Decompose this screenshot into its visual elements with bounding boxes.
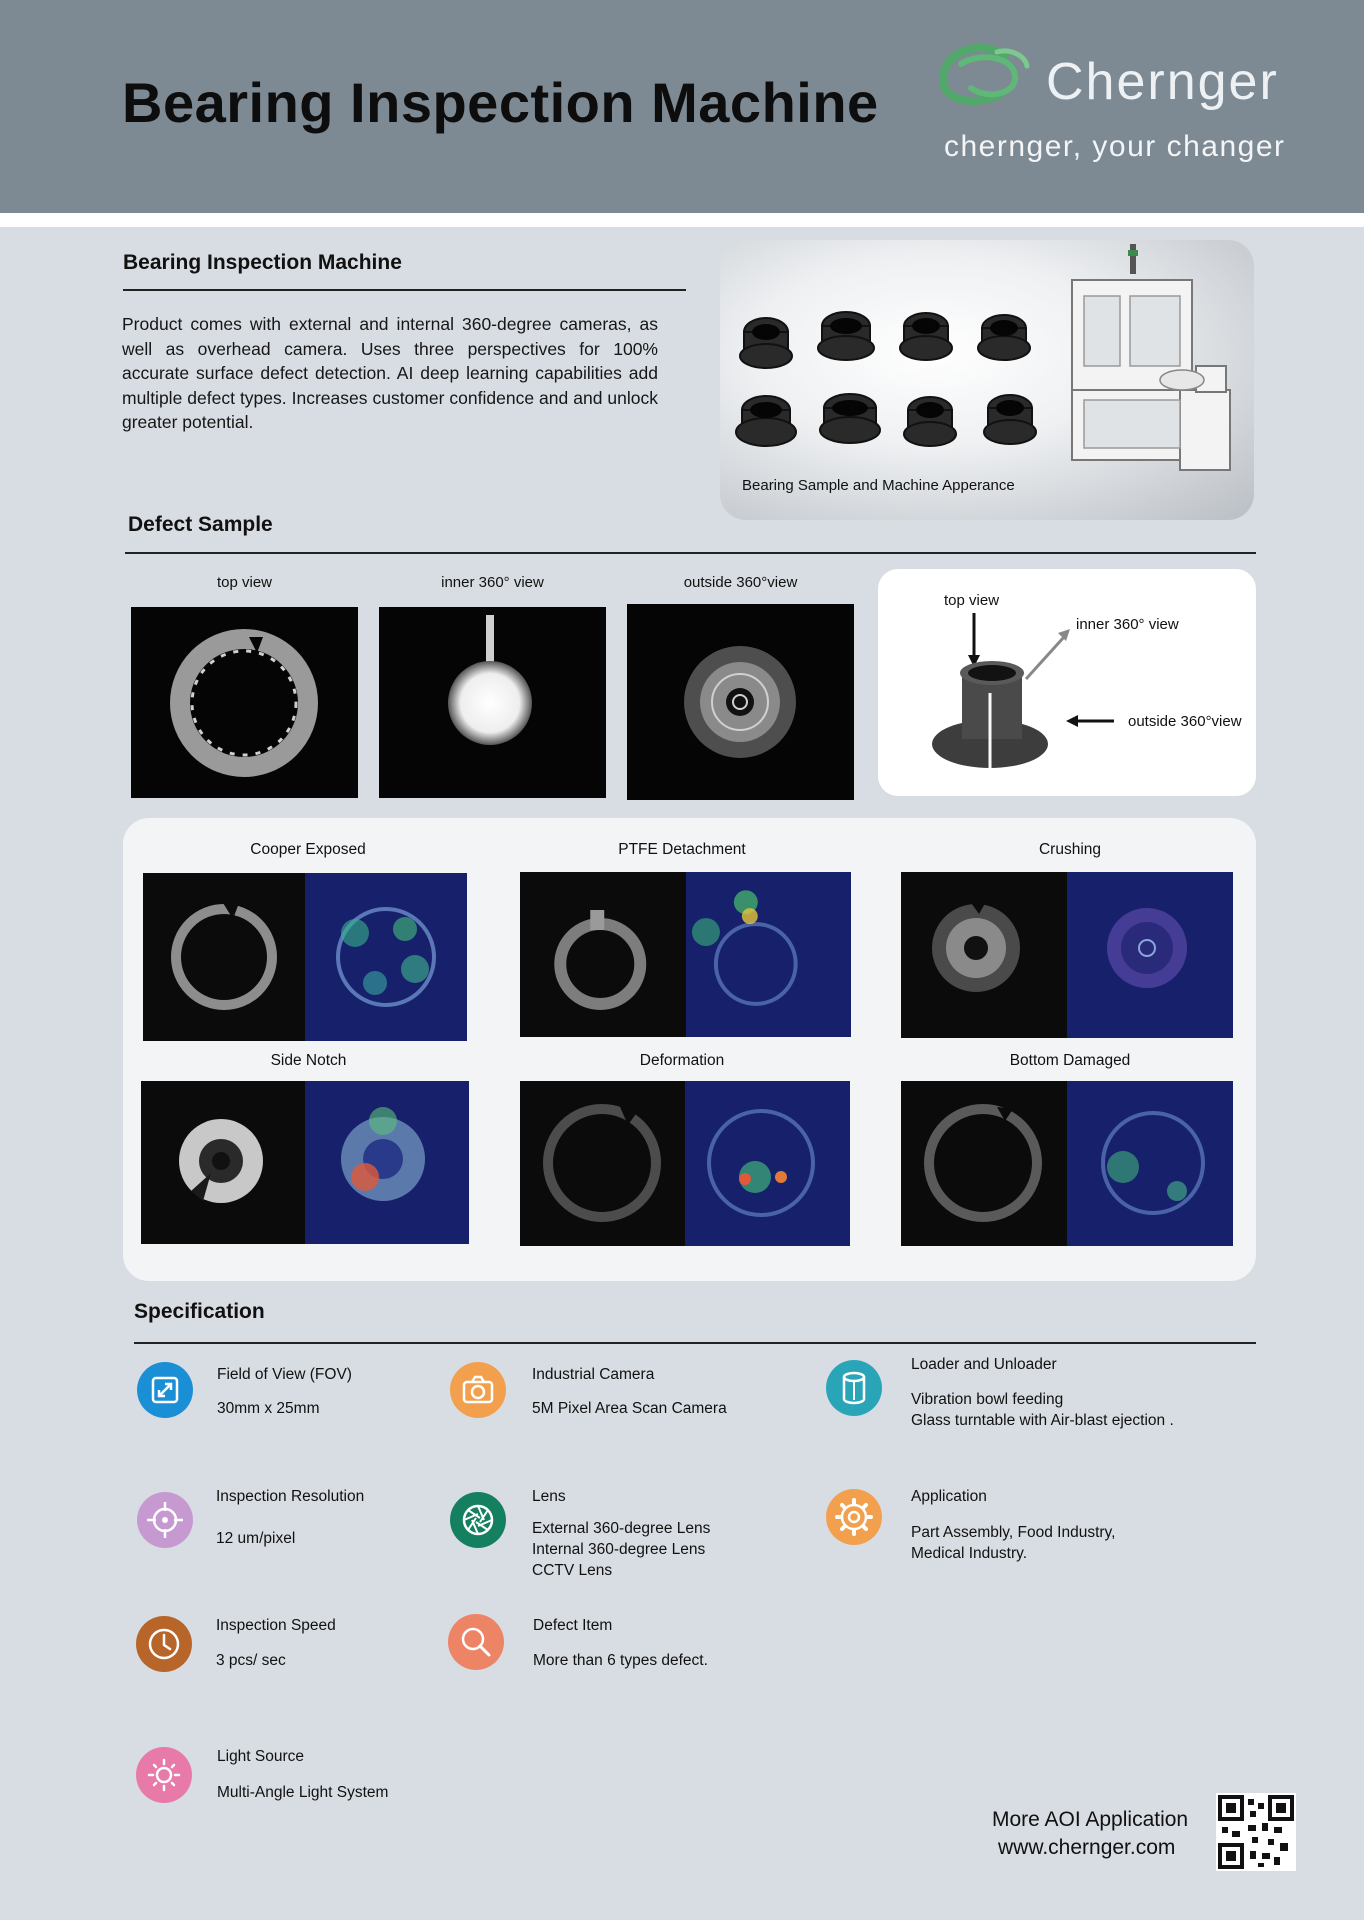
defect-image-side-notch <box>141 1081 469 1244</box>
spec-defect-value: More than 6 types defect. <box>533 1652 708 1669</box>
specification-heading: Specification <box>134 1300 265 1323</box>
defect-label-ptfe-detachment: PTFE Detachment <box>618 841 746 858</box>
defect-label-cooper-exposed: Cooper Exposed <box>250 841 366 858</box>
hero-image-caption: Bearing Sample and Machine Apperance <box>742 477 1015 494</box>
inner-view-image <box>379 607 606 798</box>
spec-speed-value: 3 pcs/ sec <box>216 1652 286 1669</box>
defect-label-deformation: Deformation <box>639 1052 725 1069</box>
spec-loader-value-1: Vibration bowl feeding <box>911 1391 1064 1408</box>
website-link[interactable]: www.chernger.com <box>998 1836 1176 1859</box>
defect-label-bottom-damaged: Bottom Damaged <box>1009 1052 1131 1069</box>
header-divider <box>0 213 1364 227</box>
clock-icon <box>136 1616 192 1672</box>
spec-loader-label: Loader and Unloader <box>911 1356 1057 1373</box>
defect-image-deformation <box>520 1081 850 1246</box>
more-aoi-text: More AOI Application <box>992 1808 1189 1831</box>
diagram-outside-view-label: outside 360°view <box>1128 713 1242 730</box>
swirl-logo-icon <box>935 42 1035 112</box>
defect-image-ptfe-detachment <box>520 872 851 1037</box>
diagram-inner-view-label: inner 360° view <box>1076 616 1179 633</box>
brand-name: Chernger <box>1046 53 1279 111</box>
page-title: Bearing Inspection Machine <box>122 71 879 134</box>
spec-application-value-1: Part Assembly, Food Industry, <box>911 1524 1116 1541</box>
specification-rule <box>134 1342 1256 1344</box>
defect-image-cooper-exposed <box>143 873 467 1041</box>
defect-image-bottom-damaged <box>901 1081 1233 1246</box>
spec-application-value-2: Medical Industry. <box>911 1545 1028 1562</box>
cylinder-icon <box>826 1360 882 1416</box>
gear-icon <box>826 1489 882 1545</box>
spec-lens-value-1: External 360-degree Lens <box>532 1520 711 1537</box>
sun-icon <box>136 1747 192 1803</box>
spec-light-label: Light Source <box>217 1748 305 1765</box>
defect-sample-heading: Defect Sample <box>128 513 273 536</box>
camera-icon <box>450 1362 506 1418</box>
spec-fov-label: Field of View (FOV) <box>217 1366 352 1383</box>
spec-camera-value: 5M Pixel Area Scan Camera <box>532 1400 727 1417</box>
brand-tagline: chernger, your changer <box>944 130 1286 163</box>
intro-rule <box>123 289 686 291</box>
spec-defect-label: Defect Item <box>533 1617 613 1634</box>
expand-icon <box>137 1362 193 1418</box>
outside-view-label: outside 360°view <box>683 574 798 591</box>
spec-resolution-value: 12 um/pixel <box>216 1530 296 1547</box>
defect-label-side-notch: Side Notch <box>270 1052 347 1069</box>
defect-sample-rule <box>125 552 1256 554</box>
spec-loader-value-2: Glass turntable with Air-blast ejection . <box>911 1412 1174 1429</box>
spec-resolution-label: Inspection Resolution <box>216 1488 365 1505</box>
qr-code-icon[interactable] <box>1216 1793 1296 1871</box>
intro-heading: Bearing Inspection Machine <box>123 251 402 274</box>
defect-label-crushing: Crushing <box>1038 841 1102 858</box>
spec-camera-label: Industrial Camera <box>532 1366 655 1383</box>
spec-fov-value: 30mm x 25mm <box>217 1400 320 1417</box>
inner-view-label: inner 360° view <box>441 574 544 591</box>
top-view-image <box>131 607 358 798</box>
spec-lens-value-2: Internal 360-degree Lens <box>532 1541 706 1558</box>
spec-speed-label: Inspection Speed <box>216 1617 336 1634</box>
spec-application-label: Application <box>911 1488 987 1505</box>
diagram-top-view-label: top view <box>944 592 1000 609</box>
defect-image-crushing <box>901 872 1233 1038</box>
outside-view-image <box>627 604 854 800</box>
crosshair-icon <box>137 1492 193 1548</box>
magnifier-icon <box>448 1614 504 1670</box>
spec-lens-label: Lens <box>532 1488 566 1505</box>
intro-description: Product comes with external and internal 360-degree cameras, as well as overhead camera. Uses three perspectives for 100% accurate surface defect detection. AI deep learning capabilities add multiple defect types. Increases customer confidence and and unlock greater potential. <box>122 314 658 432</box>
top-view-label: top view <box>216 574 273 591</box>
camera-perspective-diagram <box>878 569 1256 796</box>
spec-lens-value-3: CCTV Lens <box>532 1562 613 1579</box>
spec-light-value: Multi-Angle Light System <box>217 1784 389 1801</box>
aperture-icon <box>450 1492 506 1548</box>
